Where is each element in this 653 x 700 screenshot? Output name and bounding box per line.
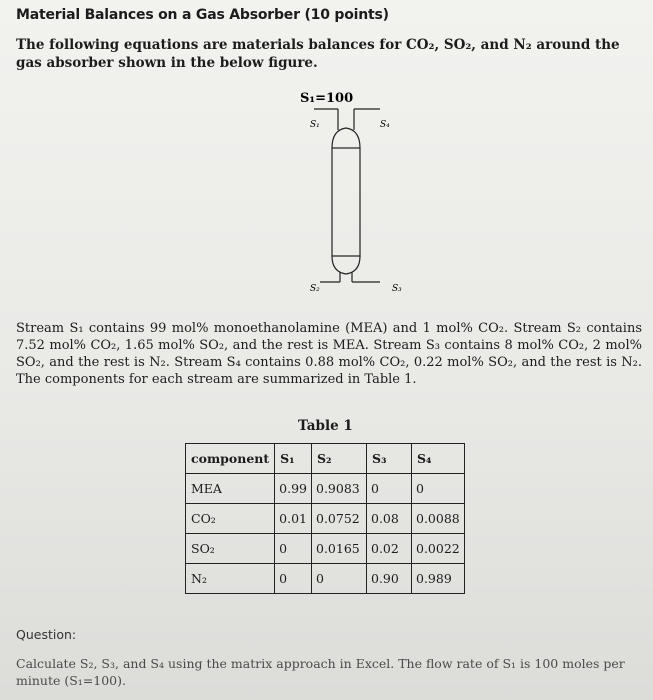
cell-value: 0.0088 — [412, 504, 465, 534]
table-row — [186, 534, 465, 564]
cell-value: 0 — [412, 474, 465, 504]
cell-value: 0.90 — [367, 564, 412, 594]
table-row — [186, 504, 465, 534]
cell-value: 0.9083 — [312, 474, 367, 504]
label-s3: S₃ — [392, 284, 402, 292]
header-s4: S₄ — [412, 444, 465, 474]
header-s1: S₁ — [275, 444, 312, 474]
column-top-cap — [332, 128, 360, 148]
cell-value: 0 — [275, 534, 312, 564]
cell-value: 0 — [275, 564, 312, 594]
cell-value: 0 — [367, 474, 412, 504]
cell-value: 0.0022 — [412, 534, 465, 564]
intro-text: The following equations are materials balances for CO₂, SO₂, and N₂ around the gas absorber shown in the below figure. — [16, 37, 620, 71]
table-row — [186, 474, 465, 504]
table-caption: Table 1 — [298, 418, 353, 434]
header-component: component — [186, 444, 275, 474]
figure-header: S₁=100 — [300, 91, 354, 106]
cell-component: CO₂ — [186, 504, 275, 534]
cell-component: SO₂ — [186, 534, 275, 564]
column-bottom-cap — [332, 256, 360, 274]
absorber-column — [332, 148, 360, 256]
header-s2: S₂ — [312, 444, 367, 474]
component-table — [185, 443, 465, 594]
stream-description: Stream S₁ contains 99 mol% monoethanolamine (MEA) and 1 mol% CO₂. Stream S₂ contains 7.52 mol% CO₂, 1.65 mol% SO₂, and the rest is MEA. Stream S₃ contains 8 mol% CO₂, 2 mol% SO₂, and the rest is N₂. Stream S₄ contains 0.88 mol% CO₂, 0.22 mol% SO₂, and the rest is N₂. The components for each stream are summarized in Table 1. — [16, 321, 642, 387]
cell-component: N₂ — [186, 564, 275, 594]
cell-value: 0.0165 — [312, 534, 367, 564]
gas-absorber-figure — [280, 82, 420, 292]
problem-title: Material Balances on a Gas Absorber (10 points) — [16, 7, 389, 23]
label-s4: S₄ — [380, 120, 390, 130]
cell-value: 0.99 — [275, 474, 312, 504]
cell-value: 0.989 — [412, 564, 465, 594]
cell-value: 0.08 — [367, 504, 412, 534]
cell-value: 0.0752 — [312, 504, 367, 534]
label-s2: S₂ — [310, 284, 320, 292]
cell-value: 0.02 — [367, 534, 412, 564]
question-text: Calculate S₂, S₃, and S₄ using the matrix approach in Excel. The flow rate of S₁ is 100 moles per minute (S₁=100). — [16, 656, 625, 688]
label-s1: S₁ — [310, 120, 320, 130]
cell-value: 0 — [312, 564, 367, 594]
cell-component: MEA — [186, 474, 275, 504]
table-row — [186, 564, 465, 594]
cell-value: 0.01 — [275, 504, 312, 534]
table-header-row — [186, 444, 465, 474]
question-label: Question: — [16, 627, 77, 642]
header-s3: S₃ — [367, 444, 412, 474]
